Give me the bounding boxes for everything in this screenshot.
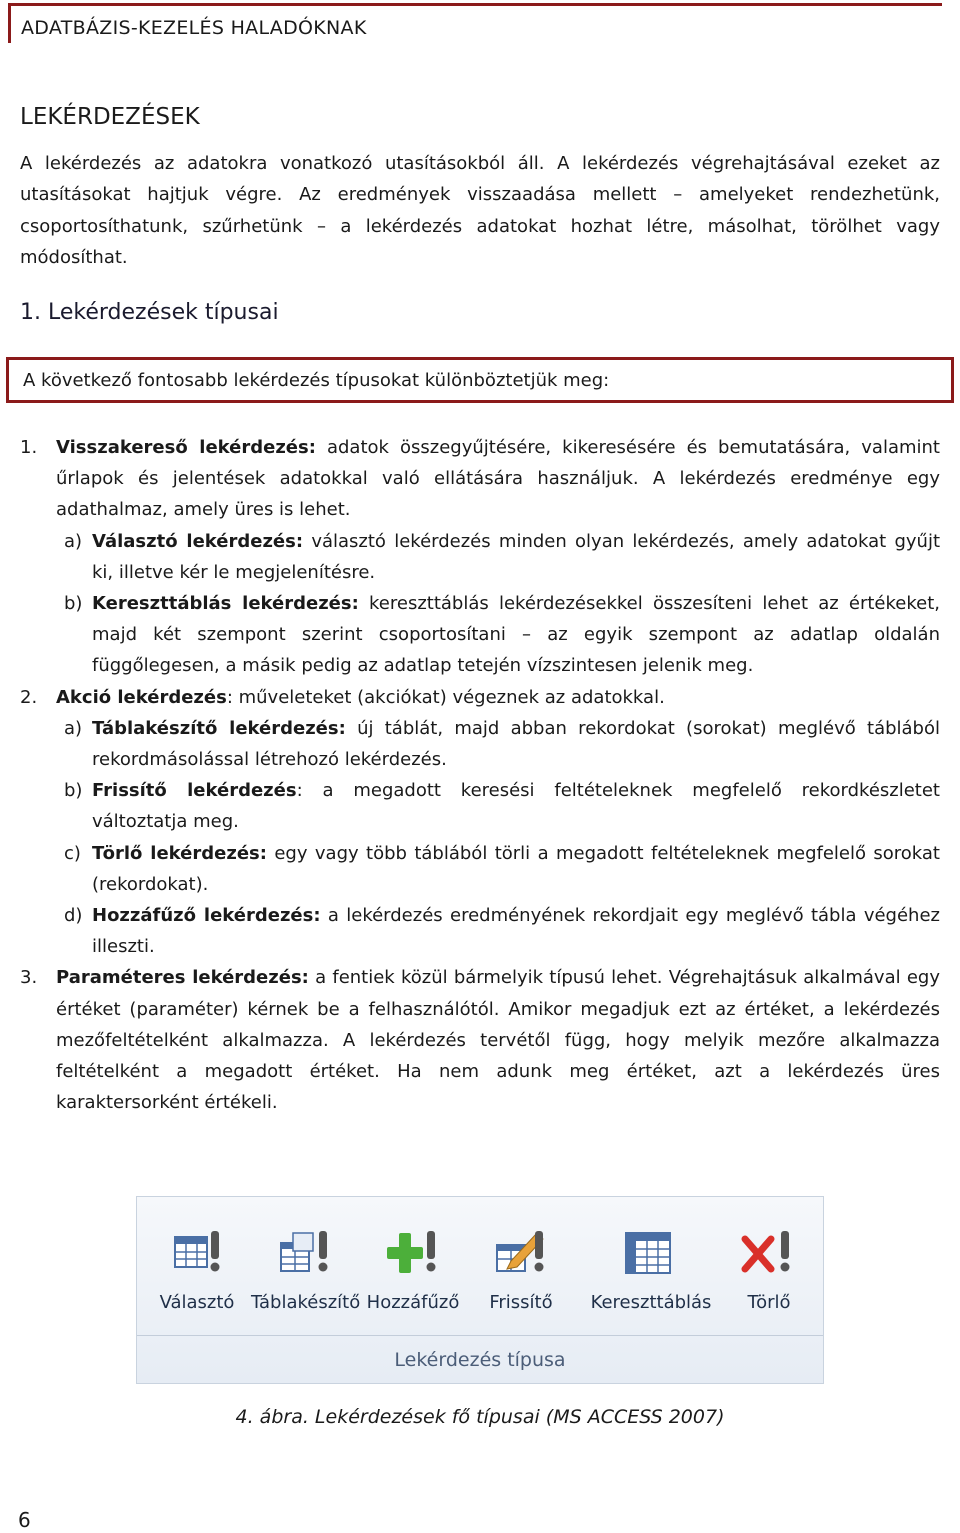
list-subitem <box>20 588 940 682</box>
list-term: Frissítő lekérdezés <box>92 780 297 802</box>
figure-caption: 4. ábra. Lekérdezések fő típusai (MS ACCESS 2007) <box>235 1406 725 1428</box>
running-header <box>8 3 942 43</box>
delete-query-button[interactable] <box>721 1217 817 1327</box>
button-label: Törlő <box>747 1292 791 1313</box>
list-term: Visszakereső lekérdezés: <box>56 437 316 458</box>
ribbon-group-label: Lekérdezés típusa <box>394 1349 566 1371</box>
list-term: Paraméteres lekérdezés: <box>56 967 309 989</box>
list-subitem <box>20 713 940 775</box>
list-text: a lekérdezés eredményének rekordjait egy meglévő tábla végéhez illeszti. <box>92 905 940 958</box>
list-term: Törlő lekérdezés: <box>92 842 267 864</box>
update-query-icon <box>495 1225 549 1281</box>
list-text: : a megadott keresési feltételeknek megfelelő rekordkészletet változtatja meg. <box>92 780 940 833</box>
button-label: Frissítő <box>489 1292 553 1313</box>
button-label: Kereszttáblás <box>590 1292 712 1313</box>
section-title: LEKÉRDEZÉSEK <box>20 104 200 130</box>
list-term: Táblakészítő lekérdezés: <box>92 717 346 739</box>
list-item <box>20 432 940 526</box>
crosstab-query-button[interactable] <box>589 1217 713 1327</box>
list-number: 1. <box>20 437 38 458</box>
delete-query-icon <box>741 1225 795 1281</box>
query-type-list <box>20 432 940 1118</box>
list-subitem <box>20 775 940 837</box>
list-text: új táblát, majd abban rekordokat (sorokat) meglévő táblából rekordmásolással létrehozó lekérdezés. <box>92 717 940 771</box>
list-item <box>20 962 940 1118</box>
list-letter: c) <box>64 842 81 864</box>
list-letter: d) <box>64 905 83 927</box>
select-query-icon <box>171 1225 225 1281</box>
button-label: Táblakészítő <box>251 1292 361 1313</box>
select-query-button[interactable] <box>143 1217 251 1327</box>
list-letter: b) <box>64 780 83 802</box>
list-text: adatok összegyűjtésére, kikeresésére és bemutatására, valamint űrlapok és jelentések adatokkal való ellátására használjuk. A lekérdezés eredménye egy adathalmaz, amely üres is lehet. <box>56 437 940 521</box>
ribbon-screenshot <box>136 1196 824 1384</box>
list-text: választó lekérdezés minden olyan lekérdezés, amely adatokat gyűjt ki, illetve kér le megjelenítésre. <box>92 530 941 583</box>
list-term: Akció lekérdezés <box>56 686 227 708</box>
intro-paragraph: A lekérdezés az adatokra vonatkozó utasításokból áll. A lekérdezés végrehajtásával ezeket az utasításokat hajtjuk végre. Az eredmények visszaadása mellett – amelyeket rendezhetünk, csoportosíthatunk, szűrhetünk – a lekérdezés adatokat hozhat létre, másolhat, törölhet vagy módosíthat. <box>20 153 940 269</box>
boxed-note-text: A következő fontosabb lekérdezés típusokat különböztetjük meg: <box>23 370 610 391</box>
list-item <box>20 682 940 713</box>
group-separator <box>137 1335 823 1336</box>
list-text: kereszttáblás lekérdezésekkel összesíteni lehet az értékeket, majd két szempont szerint csoportosítani – az egyik szempont az adatlap oldalán függőlegesen, a másik pedig az adatlap tetején vízszintesen jelenik meg. <box>92 593 941 677</box>
make-table-query-icon <box>279 1225 333 1281</box>
subsection-title: 1. Lekérdezések típusai <box>20 300 279 325</box>
append-query-button[interactable] <box>359 1217 467 1327</box>
append-query-icon <box>387 1225 441 1281</box>
list-letter: a) <box>64 717 83 739</box>
crosstab-query-icon <box>624 1225 678 1281</box>
list-term: Választó lekérdezés: <box>92 530 304 552</box>
make-table-query-button[interactable] <box>251 1217 359 1327</box>
page-number: 6 <box>18 1508 31 1532</box>
list-subitem <box>20 526 940 588</box>
list-text: egy vagy több táblából törli a megadott feltételeknek megfelelő sorokat (rekordokat). <box>92 842 940 895</box>
button-label: Hozzáfűző <box>366 1292 460 1313</box>
list-number: 2. <box>20 686 38 708</box>
button-label: Választó <box>159 1292 235 1313</box>
list-letter: b) <box>64 593 83 615</box>
list-term: Kereszttáblás lekérdezés: <box>92 593 359 615</box>
update-query-button[interactable] <box>467 1217 575 1327</box>
list-subitem <box>20 838 940 900</box>
list-text: a fentiek közül bármelyik típusú lehet. Végrehajtásuk alkalmával egy értéket (paraméter) kérnek be a felhasználótól. Amikor megadjuk ezt az értéket, a lekérdezés mezőfeltételként alkalmazza. A lekérdezés tervétől függ, hogy melyik mezőre alkalmazza feltételként a megadott értéket. Ha nem adunk meg értéket, azt a lekérdezés üres karaktersorként értékeli. <box>56 967 940 1114</box>
list-letter: a) <box>64 530 83 552</box>
list-text: : műveleteket (akciókat) végeznek az adatokkal. <box>226 686 665 708</box>
list-number: 3. <box>20 967 38 989</box>
boxed-note <box>6 357 954 403</box>
list-term: Hozzáfűző lekérdezés: <box>92 905 321 927</box>
running-header-title: ADATBÁZIS-KEZELÉS HALADÓKNAK <box>21 17 367 39</box>
list-subitem <box>20 900 940 962</box>
